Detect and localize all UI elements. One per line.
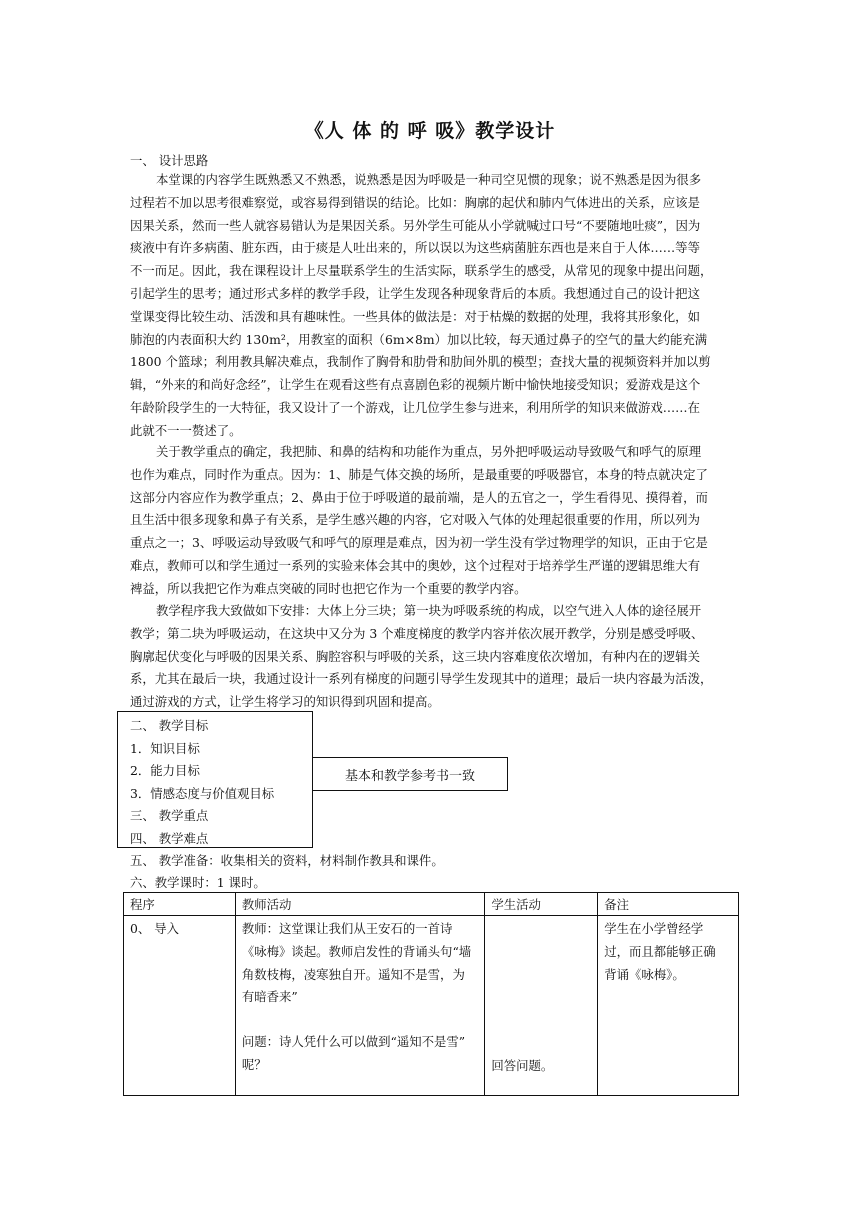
para-line: 教学；第二块为呼吸运动，在这块中又分为 3 个难度梯度的教学内容并依次展开教学，分别是感受呼吸、 <box>130 625 704 641</box>
teacher-line: 教师：这堂课让我们从王安石的一首诗 <box>241 921 453 936</box>
para-line: 痰液中有许多病菌、脏东西，由于痰是人吐出来的，所以误以为这些病菌脏东西也是来自于人体……等等 <box>130 240 700 256</box>
objective-attitude: 3．情感态度与价值观目标 <box>130 786 275 801</box>
objectives-heading: 二、 教学目标 <box>130 718 209 733</box>
table-header-row <box>124 893 739 916</box>
remark-line: 学生在小学曾经学 <box>604 921 704 936</box>
para-line: 过程若不加以思考很难察觉，或容易得到错误的结论。比如：胸廓的起伏和肺内气体进出的关系，应该是 <box>130 194 700 210</box>
cell-remarks <box>598 916 739 1096</box>
para-line: 肺泡的内表面积大约 130m²，用教室的面积（6m×8m）加以比较，每天通过鼻子的空气的量大约能充满 <box>130 331 708 347</box>
difficulties-heading: 四、 教学难点 <box>130 831 209 846</box>
teacher-question-line: 问题：诗人凭什么可以做到“遥知不是雪” <box>241 1034 466 1050</box>
para-line: 此就不一一赘述了。 <box>130 422 242 438</box>
teacher-line: 角数枝梅，凌寒独自开。遥知不是雪，为 <box>241 966 465 982</box>
para-line: 教学程序我大致做如下安排：大体上分三块；第一块为呼吸系统的构成，以空气进入人体的途径展开 <box>156 603 702 618</box>
cell-teacher-activity <box>235 916 485 1096</box>
objective-ability: 2．能力目标 <box>130 763 200 778</box>
para-line: 年龄阶段学生的一大特征，我又设计了一个游戏，让几位学生参与进来，利用所学的知识来做游戏……在 <box>130 399 700 415</box>
table-row <box>124 916 739 1096</box>
para-line: 难点，教师可以和学生通过一系列的实验来体会其中的奥妙，这个过程对于培养学生严谨的逻辑思维大有 <box>130 557 700 573</box>
paragraph-teaching-procedure <box>130 600 730 714</box>
objectives-note-box: 基本和教学参考书一致 <box>312 757 508 791</box>
cell-step: 0、 导入 <box>124 916 236 1096</box>
teacher-line: 《咏梅》谈起。教师启发性的背诵头句“墙 <box>241 943 472 959</box>
teacher-question-line: 呢？ <box>241 1056 267 1072</box>
header-teacher-activity: 教师活动 <box>235 893 485 916</box>
para-line: 不一而足。因此，我在课程设计上尽量联系学生的生活实际，联系学生的感受，从常见的现象中提出问题， <box>130 263 713 279</box>
remark-line: 背诵《咏梅》。 <box>604 966 685 982</box>
header-student-activity: 学生活动 <box>485 893 598 916</box>
paragraph-design-ideas <box>130 169 730 443</box>
section-preparation: 五、 教学准备：收集相关的资料，材料制作教具和课件。 <box>130 853 444 868</box>
key-points-heading: 三、 教学重点 <box>130 808 209 823</box>
remark-line: 过，而且都能够正确 <box>604 943 716 959</box>
cell-student-activity <box>485 916 598 1096</box>
objectives-box <box>117 711 313 848</box>
para-line: 重点之一；3、呼吸运动导致吸气和呼气的原理是难点，因为初一学生没有学过物理学的知识，正由于它是 <box>130 535 708 551</box>
objective-knowledge: 1．知识目标 <box>130 741 200 756</box>
section-heading-design-ideas: 一、 设计思路 <box>130 153 209 168</box>
header-step: 程序 <box>124 893 236 916</box>
teacher-question <box>242 1031 479 1077</box>
teacher-line: 有暗香来” <box>241 989 298 1005</box>
para-line: 1800 个篮球；利用教具解决难点，我制作了胸骨和肋骨和肋间外肌的模型；查找大量的视频资料并加以剪 <box>130 354 711 370</box>
para-line: 辑，“外来的和尚好念经”，让学生在观看这些有点喜剧色彩的视频片断中愉快地接受知识；爱游戏是这个 <box>130 377 701 393</box>
student-answer: 回答问题。 <box>491 1058 554 1073</box>
section-class-hours: 六、教学课时：1 课时。 <box>130 875 266 890</box>
para-line: 引起学生的思考；通过形式多样的教学手段，让学生发现各种现象背后的本质。我想通过自己的设计把这 <box>130 285 700 301</box>
document-title: 《人 体 的 呼 吸》教学设计 <box>304 120 556 142</box>
para-line: 通过游戏的方式，让学生将学习的知识得到巩固和提高。 <box>130 694 440 710</box>
para-line: 胸廓起伏变化与呼吸的因果关系、胸腔容积与呼吸的关系，这三块内容难度依次增加，有种内在的逻辑关 <box>130 648 700 664</box>
para-line: 这部分内容应作为教学重点；2、鼻由于位于呼吸道的最前端，是人的五官之一，学生看得见、摸得着，而 <box>130 489 708 505</box>
para-line: 因果关系，然而一些人就容易错认为是果因关系。另外学生可能从小学就喊过口号“不要随地吐痰”，因为 <box>130 217 701 233</box>
para-line: 本堂课的内容学生既熟悉又不熟悉，说熟悉是因为呼吸是一种司空见惯的现象；说不熟悉是因为很多 <box>156 172 702 187</box>
paragraph-key-points <box>130 441 730 601</box>
para-line: 堂课变得比较生动、活泼和具有趣味性。一些具体的做法是：对于枯燥的数据的处理，我将其形象化，如 <box>130 308 700 324</box>
para-line: 系，尤其在最后一块，我通过设计一系列有梯度的问题引导学生发现其中的道理；最后一块内容最为活泼， <box>130 671 713 687</box>
para-line: 也作为难点，同时作为重点。因为：1、肺是气体交换的场所，是最重要的呼吸器官，本身的特点就决定了 <box>130 466 708 482</box>
para-line: 且生活中很多现象和鼻子有关系，是学生感兴趣的内容，它对吸入气体的处理起很重要的作用，所以列为 <box>130 512 700 528</box>
header-remarks: 备注 <box>598 893 739 916</box>
para-line: 裨益，所以我把它作为难点突破的同时也把它作为一个重要的教学内容。 <box>130 580 527 596</box>
lesson-table <box>123 892 739 1096</box>
para-line: 关于教学重点的确定，我把肺、和鼻的结构和功能作为重点，另外把呼吸运动导致吸气和呼气的原理 <box>156 444 702 459</box>
